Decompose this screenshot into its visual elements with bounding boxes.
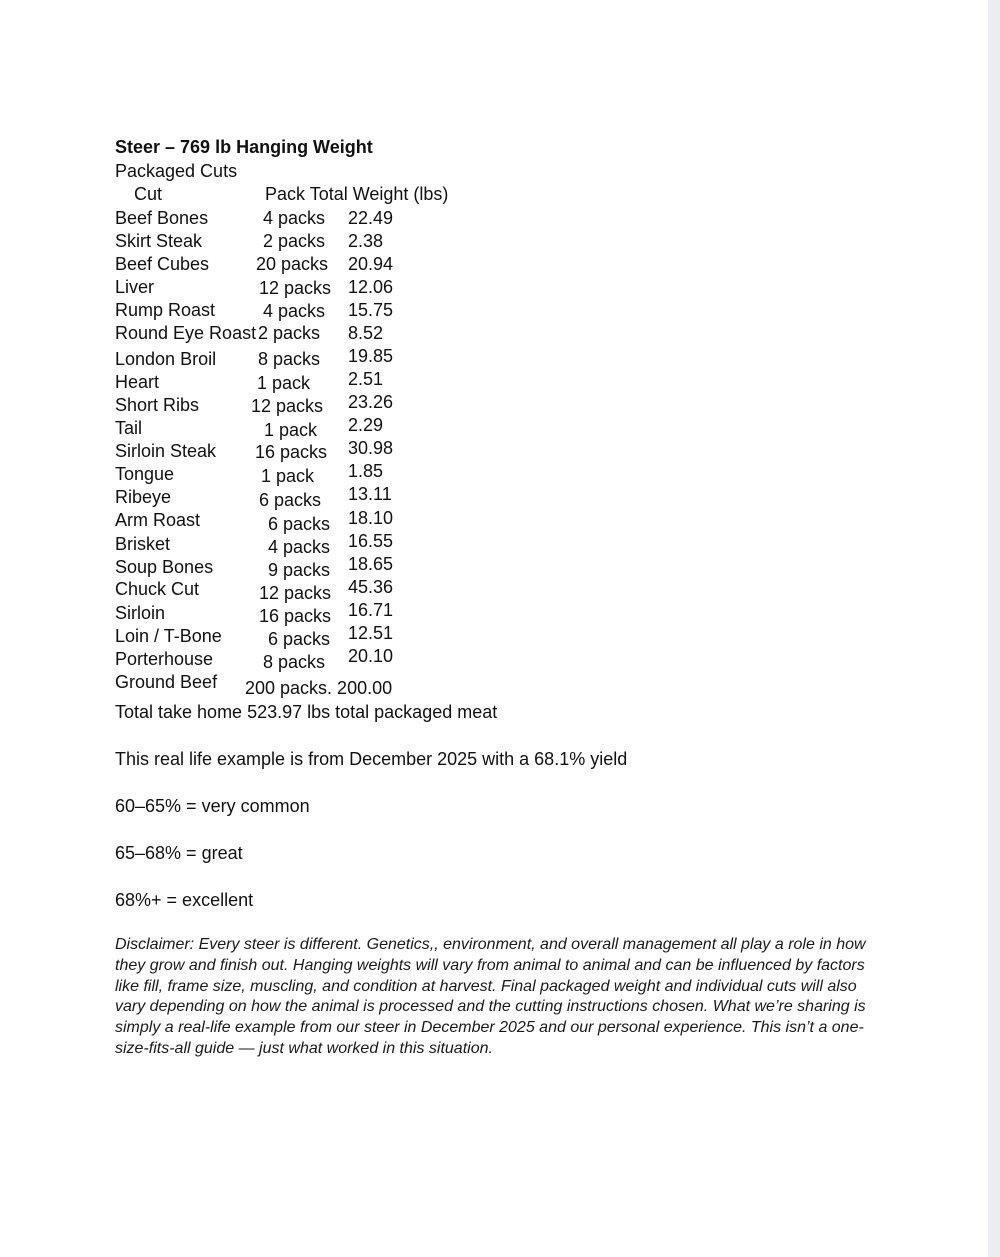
pack-count: 9 packs	[268, 560, 331, 580]
total-take-home: Total take home 523.97 lbs total packaged meat	[115, 702, 498, 722]
pack-count: 12 packs	[251, 396, 324, 416]
pack-count: 6 packs	[268, 629, 331, 649]
cut-name: Ground Beef	[115, 672, 218, 692]
pack-count-and-weight: 200 packs. 200.00	[245, 678, 393, 698]
example-note: This real life example is from December 2025 with a 68.1% yield	[115, 749, 628, 769]
pack-weight: 2.38	[348, 231, 384, 251]
pack-count: 6 packs	[259, 490, 322, 510]
cut-name: Chuck Cut	[115, 579, 200, 599]
document-title: Steer – 769 lb Hanging Weight	[115, 137, 373, 157]
cut-name: Ribeye	[115, 487, 172, 507]
cut-name: Loin / T-Bone	[115, 626, 222, 646]
pack-count: 1 pack	[257, 373, 311, 393]
cut-name: Brisket	[115, 534, 171, 554]
pack-weight: 13.11	[348, 484, 392, 504]
column-header-pack-weight: Pack Total Weight (lbs)	[265, 184, 449, 204]
pack-weight: 12.06	[348, 277, 394, 297]
pack-weight: 18.65	[348, 554, 394, 574]
cut-name: Beef Cubes	[115, 254, 210, 274]
pack-weight: 20.10	[348, 646, 394, 666]
pack-weight: 16.71	[348, 600, 394, 620]
pack-count: 12 packs	[259, 583, 332, 603]
cut-name: Soup Bones	[115, 557, 214, 577]
cut-name: Round Eye Roast	[115, 323, 257, 343]
pack-weight: 23.26	[348, 392, 394, 412]
pack-count: 20 packs	[256, 254, 329, 274]
cut-name: Rump Roast	[115, 300, 216, 320]
cut-name: London Broil	[115, 349, 217, 369]
pack-count: 2 packs	[258, 323, 321, 343]
pack-weight: 19.85	[348, 346, 394, 366]
yield-scale-common: 60–65% = very common	[115, 796, 310, 816]
pack-weight: 8.52	[348, 323, 384, 343]
window-gutter	[988, 0, 1000, 1257]
cut-name: Beef Bones	[115, 208, 209, 228]
pack-count: 12 packs	[259, 278, 332, 298]
column-header-cut: Cut	[134, 184, 163, 204]
yield-scale-great: 65–68% = great	[115, 843, 243, 863]
section-subtitle: Packaged Cuts	[115, 161, 238, 181]
pack-weight: 2.29	[348, 415, 384, 435]
cut-name: Liver	[115, 277, 155, 297]
pack-count: 16 packs	[259, 606, 332, 626]
cut-name: Tongue	[115, 464, 175, 484]
cut-name: Porterhouse	[115, 649, 214, 669]
pack-count: 1 pack	[264, 420, 318, 440]
pack-weight: 12.51	[348, 623, 394, 643]
cut-name: Heart	[115, 372, 160, 392]
cut-name: Arm Roast	[115, 510, 201, 530]
pack-count: 8 packs	[258, 349, 321, 369]
pack-weight: 16.55	[348, 531, 394, 551]
cut-name: Sirloin Steak	[115, 441, 217, 461]
pack-weight: 2.51	[348, 369, 384, 389]
pack-count: 1 pack	[261, 466, 315, 486]
cut-name: Skirt Steak	[115, 231, 203, 251]
pack-count: 4 packs	[268, 537, 331, 557]
pack-count: 2 packs	[263, 231, 326, 251]
pack-count: 16 packs	[255, 442, 328, 462]
cut-name: Short Ribs	[115, 395, 200, 415]
pack-count: 8 packs	[263, 652, 326, 672]
yield-scale-excellent: 68%+ = excellent	[115, 890, 254, 910]
pack-weight: 20.94	[348, 254, 394, 274]
pack-count: 6 packs	[268, 514, 331, 534]
pack-count: 4 packs	[263, 208, 326, 228]
cut-name: Sirloin	[115, 603, 166, 623]
pack-weight: 1.85	[348, 461, 384, 481]
pack-weight: 15.75	[348, 300, 394, 320]
pack-weight: 22.49	[348, 208, 394, 228]
cut-name: Tail	[115, 418, 143, 438]
pack-count: 4 packs	[263, 301, 326, 321]
pack-weight: 18.10	[348, 508, 394, 528]
pack-weight: 30.98	[348, 438, 394, 458]
pack-weight: 45.36	[348, 577, 394, 597]
disclaimer: Disclaimer: Every steer is different. Genetics,, environment, and overall management all play a role in how they grow and finish out. Hanging weights will vary from animal to animal and can be influenced by factors like fill, frame size, muscling, and condition at harvest. Final packaged weight and individual cuts will also vary depending on how the animal is processed and the cutting instructions chosen. What we’re sharing is simply a real-life example from our steer in December 2025 and our personal experience. This isn’t a one-size-fits-all guide — just what worked in this situation.	[115, 936, 866, 1057]
